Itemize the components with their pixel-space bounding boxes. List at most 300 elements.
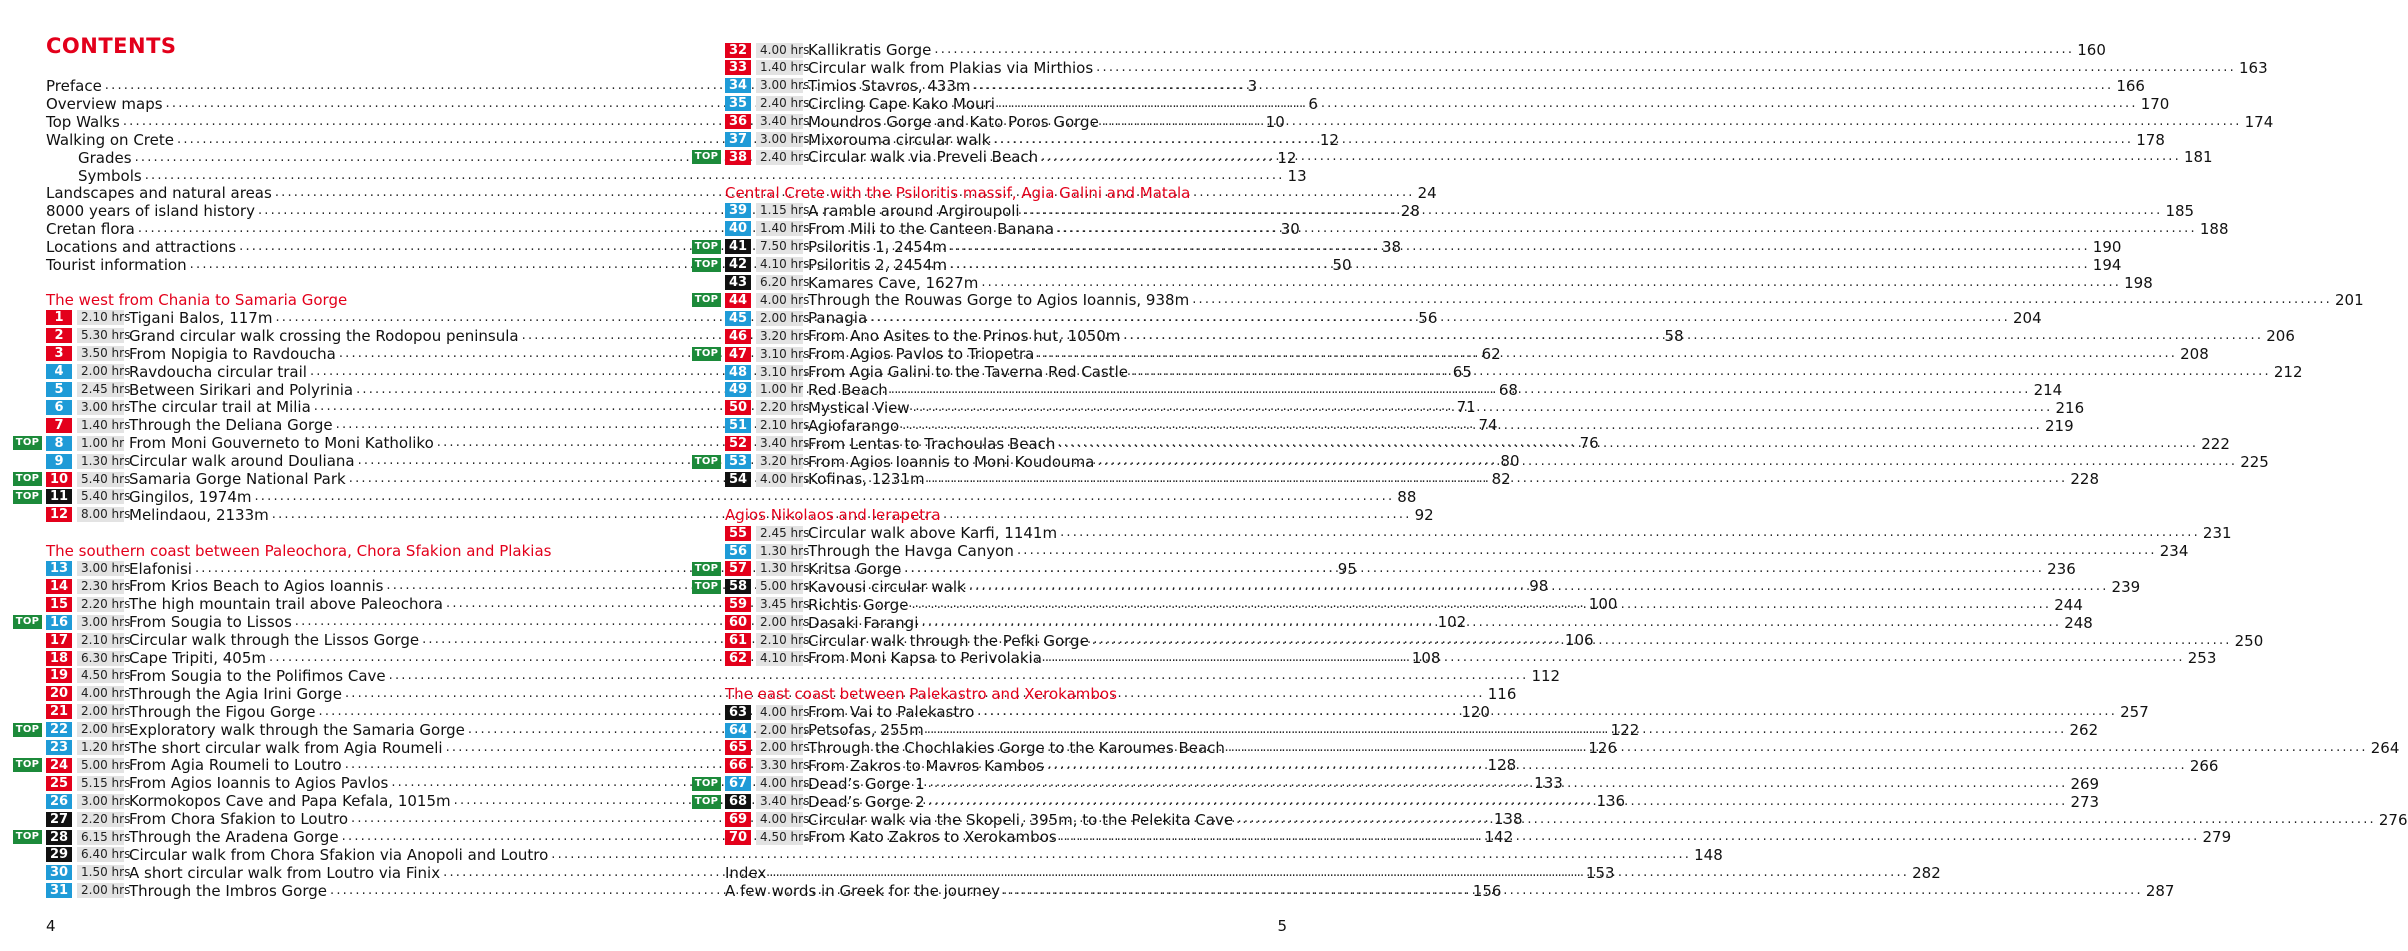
walk-page: 106 [1564,631,1594,650]
walk-page: 174 [2244,112,2274,131]
walk-duration: 1.00 hr [77,436,124,451]
walk-duration: 2.00 hrs [756,615,803,630]
walk-page: 100 [1588,595,1618,614]
walk-number-badge: 19 [46,668,72,683]
leader-dots [1192,291,2332,309]
walk-number-badge: 16 [46,615,72,630]
walk-number-badge: 62 [725,651,751,666]
walk-page: 108 [1411,649,1441,667]
walk-duration: 6.30 hrs [77,651,124,666]
walk-page: 198 [2124,273,2153,292]
walk-duration: 5.40 hrs [77,472,124,487]
walk-duration: 4.00 hrs [756,293,803,308]
top-badge: TOP [692,293,721,307]
entry-page: 10 [1265,112,1285,131]
entry-page: 287 [2145,882,2175,901]
walk-title: From Vai to Palekastro [808,703,975,722]
walk-title: Through the Deliana Gorge [129,416,333,435]
walk-duration: 2.00 hrs [77,883,124,898]
walk-page: 76 [1579,434,1599,453]
walk-entry[interactable] [725,94,2170,113]
walk-number-badge: 41 [725,239,751,254]
walk-duration: 2.10 hrs [756,418,803,433]
walk-duration: 5.00 hrs [756,579,803,594]
walk-page: 112 [1531,666,1561,685]
walk-page: 185 [2165,201,2195,220]
walk-number-badge: 20 [46,686,72,701]
walk-title: Moundros Gorge and Kato Poros Gorge [808,112,1099,131]
page-number-left: 4 [46,917,56,935]
walk-number-badge: 54 [725,472,751,487]
walk-duration: 6.15 hrs [77,830,124,845]
walk-page: 236 [2047,559,2076,578]
walk-number-badge: 49 [725,382,751,397]
walk-entry[interactable] [46,845,1723,864]
walk-number-badge: 69 [725,812,751,827]
walk-page: 133 [1534,774,1563,793]
walk-page: 279 [2202,828,2232,847]
walk-number-badge: 38 [725,150,751,165]
walk-duration: 8.00 hrs [77,507,124,522]
walk-page: 250 [2234,631,2264,650]
walk-number-badge: 24 [46,758,72,773]
walk-number-badge: 10 [46,472,72,487]
walk-number-badge: 46 [725,329,751,344]
top-badge: TOP [13,436,42,450]
walk-title: Through the Rouwas Gorge to Agios Ioannis, 938m [808,291,1190,310]
walk-title: Kallikratis Gorge [808,41,932,59]
walk-title: Through the Chochlakies Gorge to the Karoumes Beach [808,738,1225,757]
leader-dots [1123,327,2263,345]
entry-page: 30 [1280,220,1300,239]
walk-page: 208 [2180,345,2209,364]
walk-title: Gingilos, 1974m [129,487,252,506]
walk-number-badge: 32 [725,43,751,58]
walk-entry[interactable] [725,41,2106,59]
walk-number-badge: 59 [725,597,751,612]
walk-title: Through the Aradena Gorge [129,828,339,846]
top-badge: TOP [692,347,721,361]
walk-duration: 5.15 hrs [77,776,124,791]
walk-page: 120 [1461,702,1490,721]
leader-dots [934,41,2074,59]
walk-number-badge: 1 [46,310,72,325]
walk-duration: 1.30 hrs [77,454,124,469]
walk-number-badge: 4 [46,364,72,379]
walk-page: 225 [2240,452,2269,471]
walk-duration: 2.45 hrs [756,526,803,541]
leader-dots [977,703,2117,721]
section-heading: Agios Nikolaos and Ierapetra [725,506,941,525]
walk-title: From Agia Galini to the Taverna Red Castle [808,363,1129,381]
leader-dots [911,596,2051,614]
walk-title: Circular walk around Douliana [129,452,355,471]
walk-page: 82 [1491,470,1511,488]
walk-title: From Lentas to Trachoulas Beach [808,434,1056,453]
walk-number-badge: 48 [725,365,751,380]
walk-entry[interactable] [725,542,2189,560]
walk-number-badge: 31 [46,883,72,898]
walk-title: Ravdoucha circular trail [129,362,307,381]
walk-duration: 2.10 hrs [77,310,124,325]
leader-dots [904,560,2044,578]
walk-number-badge: 26 [46,794,72,809]
walk-duration: 2.00 hrs [756,723,803,738]
walk-number-badge: 35 [725,96,751,111]
walk-title: Petsofas, 255m [808,721,924,739]
walk-page: 136 [1596,792,1626,811]
leader-dots [1060,524,2200,542]
walk-title: From Sougia to Lissos [129,613,292,632]
walk-title: From Kato Zakros to Xerokambos [808,828,1057,847]
entry-title: Landscapes and natural areas [46,184,272,203]
walk-duration: 4.00 hrs [756,776,803,791]
walk-duration: 3.45 hrs [756,597,803,612]
walk-duration: 2.40 hrs [756,96,803,111]
walk-title: Grand circular walk crossing the Rodopou peninsula [129,326,519,345]
walk-page: 88 [1397,487,1417,506]
walk-title: Circular walk through the Lissos Gorge [129,631,420,650]
walk-duration: 3.00 hrs [756,132,803,147]
leader-dots [1045,649,2185,667]
walk-title: Through the Havga Canyon [808,542,1014,560]
walk-title: Dead’s Gorge 1 [808,774,925,793]
top-badge: TOP [692,240,721,254]
walk-page: 65 [1452,362,1472,381]
walk-page: 219 [2045,416,2074,435]
walk-page: 126 [1588,738,1618,757]
walk-number-badge: 15 [46,597,72,612]
walk-number-badge: 28 [46,830,72,845]
walk-title: Kormokopos Cave and Papa Kefala, 1015m [129,792,451,811]
walk-entry[interactable] [15,487,1417,506]
entry-title: Tourist information [46,256,187,274]
walk-number-badge: 47 [725,347,751,362]
walk-title: Kofinas, 1231m [808,470,925,489]
walk-number-badge: 22 [46,722,72,737]
walk-title: Psiloritis 2, 2454m [808,255,947,274]
walk-number-badge: 50 [725,400,751,415]
entry-page: 50 [1332,256,1352,274]
entry-title: Grades [78,148,132,167]
walk-title: The short circular walk from Agia Roumeli [129,738,443,757]
leader-dots [950,256,2090,274]
top-badge: TOP [692,455,721,469]
walk-duration: 4.00 hrs [77,686,124,701]
walk-page: 156 [1472,881,1502,900]
walk-entry[interactable] [725,76,2145,95]
walk-page: 201 [2335,291,2364,310]
walk-duration: 1.20 hrs [77,740,124,755]
walk-number-badge: 21 [46,704,72,719]
walk-duration: 4.00 hrs [756,472,803,487]
walk-number-badge: 66 [725,758,751,773]
leader-dots [1047,757,2187,775]
walk-number-badge: 63 [725,705,751,720]
walk-page: 95 [1337,559,1357,578]
walk-page: 239 [2111,577,2141,596]
walk-duration: 3.10 hrs [756,347,803,362]
walk-title: Panagia [808,309,868,328]
walk-title: The circular trail at Milia [129,398,311,417]
leader-dots [1228,739,2368,757]
walk-number-badge: 5 [46,382,72,397]
entry-page: 12 [1319,130,1339,149]
walk-number-badge: 67 [725,776,751,791]
leader-dots [1057,220,2197,238]
walk-title: From Krios Beach to Agios Ioannis [129,577,384,596]
walk-page: 116 [1487,684,1517,703]
walk-title: Through the Imbros Gorge [129,881,327,900]
walk-duration: 4.50 hrs [77,668,124,683]
entry-title: Locations and attractions [46,238,237,257]
walk-title: Circular walk above Karfi, 1141m [808,524,1058,543]
walk-title: Circular walk through the Pefki Gorge [808,631,1089,650]
entry-title: 8000 years of island history [46,202,255,221]
leader-dots [927,721,2067,739]
section-heading: The east coast between Palekastro and Xerokambos [725,685,1117,704]
walk-title: Between Sirikari and Polyrinia [129,380,354,399]
walk-number-badge: 64 [725,723,751,738]
walk-title: Psiloritis 1, 2454m [808,237,947,256]
top-badge: TOP [692,777,721,791]
leader-dots [902,417,2042,435]
walk-page: 153 [1585,863,1615,882]
walk-page: 273 [2070,792,2100,811]
walk-number-badge: 23 [46,740,72,755]
walk-title: From Chora Sfakion to Loutro [129,810,349,829]
section-heading: The southern coast between Paleochora, Chora Sfakion and Plakias [46,541,552,560]
walk-title: From Agia Roumeli to Loutro [129,756,342,775]
leader-dots [969,578,2109,596]
walk-page: 228 [2070,470,2100,489]
leader-dots [1092,632,2232,650]
section-heading: Central Crete with the Psiloritis massif, Agia Galini and Matala [725,184,1191,202]
walk-number-badge: 58 [725,579,751,594]
entry-page: 6 [1308,94,1318,113]
walk-title: From Moni Kapsa to Perivolakia [808,649,1042,668]
top-badge: TOP [13,615,42,629]
walk-title: Through the Figou Gorge [129,702,316,721]
walk-page: 212 [2273,363,2303,381]
walk-duration: 3.00 hrs [77,615,124,630]
walk-duration: 4.00 hrs [756,43,803,58]
walk-number-badge: 39 [725,203,751,218]
top-badge: TOP [13,472,42,486]
walk-page: 56 [1418,308,1438,327]
leader-dots [928,470,2068,488]
walk-duration: 4.00 hrs [756,812,803,827]
walk-title: Circular walk from Plakias via Mirthios [808,58,1094,77]
walk-number-badge: 14 [46,579,72,594]
walk-title: From Mili to the Canteen Banana [808,219,1055,238]
walk-duration: 1.15 hrs [756,203,803,218]
leader-dots [1131,363,2271,381]
walk-title: Circular walk from Chora Sfakion via Anopoli and Loutro [129,845,549,864]
walk-duration: 2.00 hrs [77,364,124,379]
section-heading: The west from Chania to Samaria Gorge [46,291,348,309]
walk-title: Exploratory walk through the Samaria Gorge [129,720,465,739]
walk-title: Circular walk via Preveli Beach [808,148,1039,167]
walk-title: Timios Stavros, 433m [808,76,971,95]
walk-page: 188 [2199,219,2229,238]
leader-dots [974,77,2114,95]
walk-title: From Nopigia to Ravdoucha [129,344,336,363]
walk-number-badge: 52 [725,436,751,451]
entry-page: 24 [1417,184,1437,203]
walk-number-badge: 7 [46,418,72,433]
top-badge: TOP [692,150,721,164]
walk-page: 92 [1414,505,1434,524]
walk-title: Elafonisi [129,559,192,578]
walk-duration: 4.00 hrs [756,705,803,720]
walk-page: 231 [2202,524,2232,543]
walk-title: Circling Cape Kako Mouri [808,94,995,113]
walk-page: 194 [2092,255,2122,274]
entry-page: 13 [1287,166,1307,185]
walk-duration: 2.20 hrs [77,812,124,827]
walk-number-badge: 18 [46,651,72,666]
leader-dots [928,793,2068,811]
walk-duration: 2.10 hrs [756,633,803,648]
walk-duration: 2.20 hrs [756,400,803,415]
walk-title: Melindaou, 2133m [129,505,269,524]
walk-duration: 1.40 hrs [756,221,803,236]
walk-title: From Agios Ioannis to Moni Koudouma [808,452,1095,471]
walk-duration: 4.50 hrs [756,830,803,845]
leader-dots [1023,202,2163,220]
walk-entry[interactable] [725,58,2268,77]
walk-page: 80 [1500,452,1520,471]
walk-number-badge: 42 [725,257,751,272]
entry-page: 3 [1247,77,1258,95]
walk-page: 181 [2183,148,2213,167]
walk-duration: 7.50 hrs [756,239,803,254]
walk-page: 234 [2159,542,2189,560]
entry-title: Walking on Crete [46,130,174,149]
contents-title: CONTENTS [46,34,177,58]
walk-entry[interactable] [725,273,2153,292]
walk-number-badge: 3 [46,346,72,361]
leader-dots [1236,811,2376,829]
leader-dots [981,274,2121,292]
leader-dots [1097,453,2237,471]
leader-dots [1041,148,2181,166]
leader-dots [1003,882,2143,900]
leader-dots [1037,345,2177,363]
walk-duration: 3.00 hrs [77,561,124,576]
leader-dots [1017,542,2157,560]
top-badge: TOP [692,258,721,272]
page-number-right: 5 [1277,917,1287,935]
walk-number-badge: 44 [725,293,751,308]
walk-title: A ramble around Argiroupoli [808,201,1020,220]
leader-dots [1096,59,2236,77]
walk-title: A short circular walk from Loutro via Finix [129,863,441,882]
walk-duration: 3.50 hrs [77,346,124,361]
walk-title: The high mountain trail above Paleochora [129,595,443,614]
walk-title: From Moni Gouverneto to Moni Katholiko [129,434,434,453]
leader-dots [998,95,2138,113]
leader-dots [950,238,2090,256]
walk-entry[interactable] [46,666,1561,685]
walk-title: Samaria Gorge National Park [129,470,346,488]
entry-page: 38 [1381,238,1402,257]
walk-title: From Ano Asites to the Prinos hut, 1050m [808,327,1121,346]
walk-duration: 4.10 hrs [756,651,803,666]
walk-duration: 3.00 hrs [77,794,124,809]
walk-page: 266 [2189,756,2219,775]
walk-duration: 1.30 hrs [756,544,803,559]
walk-duration: 3.20 hrs [756,329,803,344]
leader-dots [993,131,2133,149]
walk-duration: 4.10 hrs [756,257,803,272]
walk-title: Kavousi circular walk [808,577,966,596]
walk-entry[interactable] [725,112,2274,131]
walk-page: 214 [2033,380,2063,399]
walk-page: 138 [1493,810,1523,829]
walk-entry[interactable] [694,291,2364,310]
walk-page: 257 [2120,703,2149,722]
walk-title: From Agios Ioannis to Agios Pavlos [129,774,389,793]
walk-page: 102 [1437,613,1467,632]
walk-number-badge: 60 [725,615,751,630]
walk-number-badge: 12 [46,507,72,522]
walk-number-badge: 40 [725,221,751,236]
leader-dots [1058,435,2198,453]
walk-number-badge: 53 [725,454,751,469]
walk-page: 262 [2069,721,2099,739]
walk-number-badge: 65 [725,740,751,755]
walk-title: Dasaki Farangi [808,613,919,632]
walk-page: 264 [2370,738,2400,757]
walk-page: 98 [1529,577,1549,596]
leader-dots [891,381,2031,399]
walk-entry[interactable] [725,524,2232,543]
top-badge: TOP [13,723,42,737]
walk-title: Kamares Cave, 1627m [808,273,979,292]
entry-title: Overview maps [46,94,163,113]
walk-number-badge: 9 [46,454,72,469]
walk-number-badge: 61 [725,633,751,648]
entry-title: Top Walks [46,112,120,131]
walk-number-badge: 68 [725,794,751,809]
leader-dots [1102,113,2242,131]
walk-number-badge: 37 [725,132,751,147]
walk-duration: 6.20 hrs [756,275,803,290]
walk-duration: 2.10 hrs [77,633,124,648]
walk-duration: 2.00 hrs [77,704,124,719]
walk-page: 178 [2136,130,2165,149]
walk-number-badge: 27 [46,812,72,827]
front-matter-entry[interactable] [78,166,1307,185]
walk-duration: 2.00 hrs [756,311,803,326]
leader-dots [870,309,2010,327]
walk-page: 170 [2140,94,2170,113]
walk-number-badge: 43 [725,275,751,290]
walk-title: Circular walk via the Skopeli, 395m, to the Pelekita Cave [808,810,1234,829]
walk-duration: 3.00 hrs [77,400,124,415]
walk-number-badge: 30 [46,865,72,880]
walk-page: 122 [1610,720,1640,739]
walk-number-badge: 70 [725,830,751,845]
walk-title: From Sougia to the Polifimos Cave [129,666,386,685]
walk-page: 128 [1487,756,1517,775]
walk-duration: 3.40 hrs [756,794,803,809]
walk-duration: 2.45 hrs [77,382,124,397]
walk-page: 204 [2012,309,2042,328]
entry-page: 12 [1277,148,1297,167]
